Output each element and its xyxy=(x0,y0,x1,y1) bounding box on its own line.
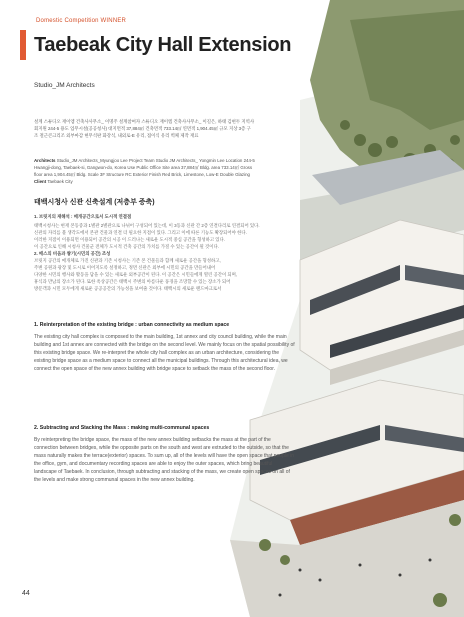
korean-section-title: 태백시청사 신관 신축설계 (저층부 증축) xyxy=(34,199,155,206)
korean-body-line: 태백시청사는 현재 본동증과 1별관 2별관으로 나뉘어 구성되어 있는데, 이 3동과 신관 간 2층 연결다리로 연결되어 있다. xyxy=(34,223,260,228)
project-info-english xyxy=(34,157,296,185)
korean-body-line: 휴식과 만남의 장소가 된다. 또한 옥상공간은 태백시 주변의 아름다운 풍경을 조망할 수 있는 장소가 되어 xyxy=(34,279,231,284)
english-paragraph-2: By reinterpreting the bridge space, the mass of the new annex building setbacks the mass at the part of the connection between bridges, while the opposite parts on the south and west are extruded to the outside, so that the mass naturally makes the terrace(exterior) spaces. To sum up, all of the levels will have the open space that people in the office, gym, and documentary recording spaces are able to enjoy the outer spaces, which bring beautiful landscape of Taebaek. In conclusion, through subtracting and stacking of the mass, we create open spaces on all of the levels and make strong communal spaces in the new annex building. xyxy=(34,437,295,483)
korean-body-line: 이러한 지점이 이용되면 이용되어 공간의 시공 이 드러나는 새로운 도시적 중심 공간을 형성하고 있다. xyxy=(34,237,225,242)
project-info-korean xyxy=(34,118,296,139)
korean-body-line: 브릿지 공간의 매개체로 가진 신관과 기존 시청사는 기존 본 건물들과 함께 새로운 공간을 형성하고, xyxy=(34,258,221,263)
english-heading-2: 2. Subtracting and Stacking the Mass : making multi-communal spaces xyxy=(34,425,210,431)
project-info-korean-line: 설계 스튜디오 재이엠 건축사사무소_ 이명주 설계참여자 스튜디오 재이엠 건축사사무소_ 이길은, 하태 김현두 지역사 xyxy=(34,119,255,124)
project-info-english-line: Client Taebaek City xyxy=(34,179,73,184)
title-accent-bar xyxy=(20,30,26,60)
page-number: 44 xyxy=(22,590,30,597)
korean-body xyxy=(34,222,296,292)
korean-heading-1: 1. 브릿지의 재해석 : 매개공간으로서 도시적 연결점 xyxy=(34,214,132,219)
korean-body-line: 방문객과 시민 모두에게 새로운 공공공간의 가능성을 보여줄 것이다. 태백시의 새로운 랜드마크로서 xyxy=(34,286,222,291)
english-paragraph-1: The existing city hall complex is composed to the main building, 1st annex and city council building, while the main building and 1st annex are connected with the bridge on the second level. We mainly focus on the spatial possibility of this existing bridge space. We re-interpret the whole city hall complex as an urban architecture, considering the existing bridge space as a medium space to connect all the municipal buildings. Through this architectural idea, we connect the open space of the new annex building with bridge space to setback the mass of the second floor. xyxy=(34,334,295,372)
english-heading-1: 1. Reinterpretation of the existing bridge : urban connectivity as medium space xyxy=(34,322,230,328)
architect-subtitle: Studio_JM Architects xyxy=(34,82,95,89)
project-info-english-line: Architects Studio_JM Architects_Myungjoo Lee Project Team Studio JM Architects_ Yongmin Lee Location 244-5 xyxy=(34,158,255,163)
korean-body-line: 이 공간으로 인해 시청사 건물군 전체가 도시적 건축 공간의 가치를 가질 수 있는 공간이 될 것이다. xyxy=(34,244,219,249)
project-info-korean-line: 회지원 244-5 용도 업무시설(공공청사) 대지면적 37,884㎡ 건축면적 733.14㎡ 연면적 1,904.45㎡ 규모 지상 3층 구 xyxy=(34,126,251,131)
project-info-english-line: floor area 1,904.45㎡ Bldg. Scale 3F Structure RC Exterior Finish Red Brick, Limestone, Low-E Double Glazing xyxy=(34,172,250,177)
korean-body-line: 2. 매스의 비움과 쌓기(시민의 공간) 조성 xyxy=(34,251,111,256)
competition-kicker: Domestic Competition WINNER xyxy=(36,18,127,24)
korean-body-line: 신관의 자리를 불 생각도에서 본관 건물과 연결 더 필요한 지점이 있다. 그리고 이에 따른 기능도 확장되어야 한다. xyxy=(34,230,247,235)
page-title: Taebeak City Hall Extension xyxy=(34,34,292,56)
korean-body-line: 다양한 시민의 행사와 활동을 담을 수 있는 새로운 외부공간이 된다. 이 공간은 시민들에게 열린 공간이 되며, xyxy=(34,272,238,277)
project-info-korean-line: 조 철근콘크리조 외부마감 현무석판 화강석, 내외로-E 유리, 접이식 유리 벽체 제작 재료 xyxy=(34,133,199,138)
korean-body-line: 주변 공원과 광장 및 도시로 이어지도록 설정하고, 정면 신관은 외부에 시민의 공간을 만들어내어 xyxy=(34,265,216,270)
project-info-english-line: Hwangji-dong, Taebaek-si, Gangwon-do, Korea Use Public Office Site area 37,884㎡ Bldg. area 733.14㎡ Gross xyxy=(34,165,253,170)
